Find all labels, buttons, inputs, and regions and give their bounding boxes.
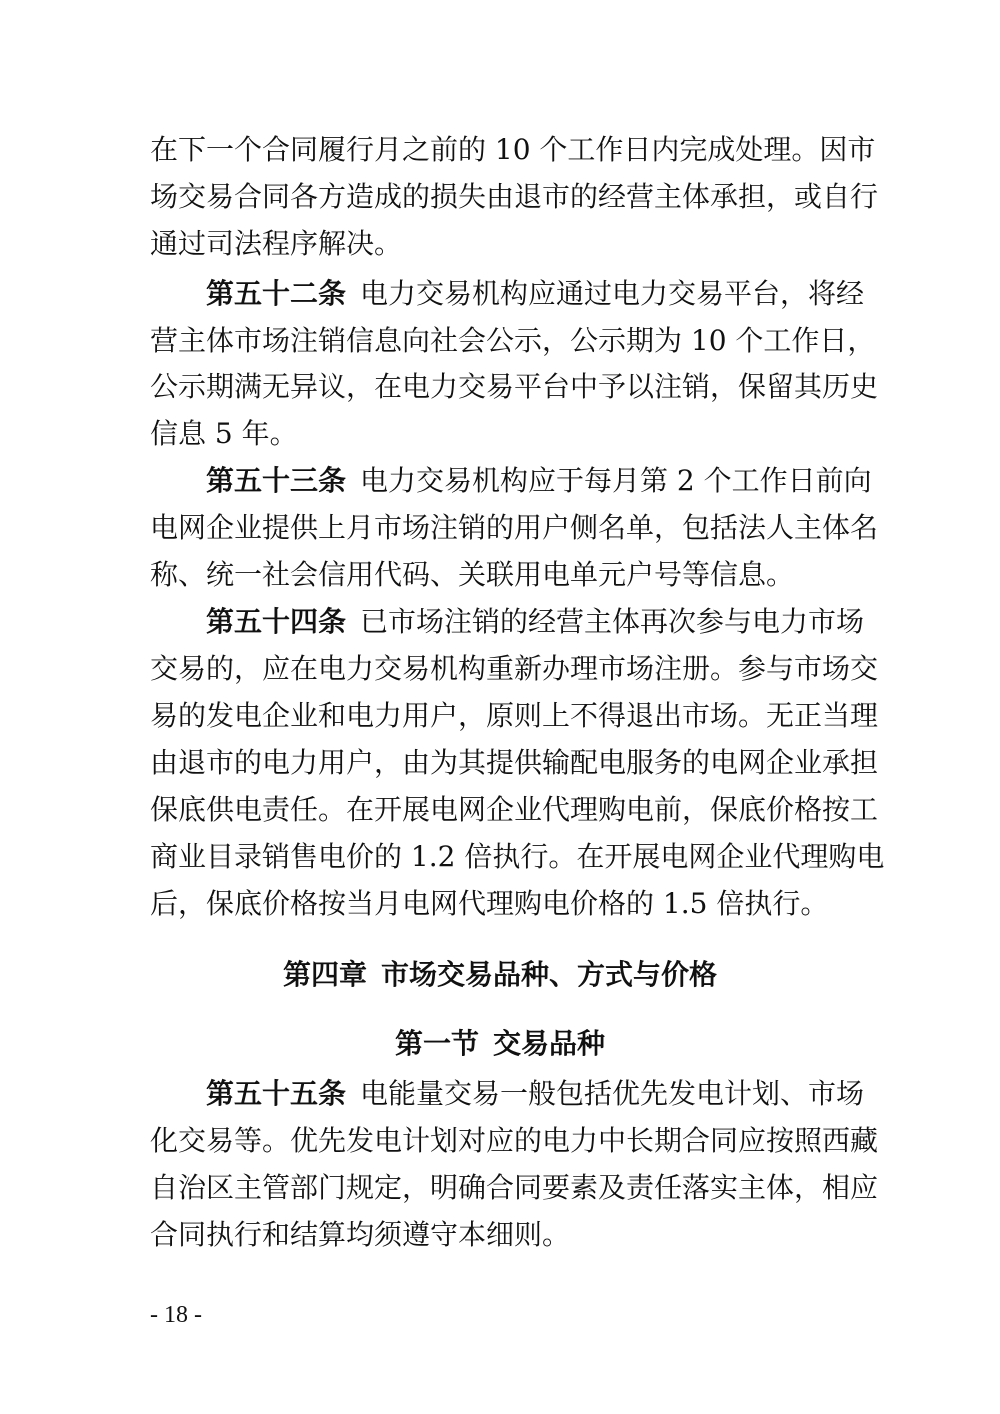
section-title: 交易品种 [493, 1027, 606, 1060]
article-first-line [206, 605, 865, 639]
article-number: 第五十二条 [206, 277, 347, 310]
article-text: 已市场注销的经营主体再次参与电力市场 [360, 605, 865, 638]
article-number: 第五十五条 [206, 1077, 347, 1110]
article-first-line [206, 277, 865, 311]
body-line: 通过司法程序解决。 [150, 227, 403, 260]
body-line: 商业目录销售电价的 1.2 倍执行。在开展电网企业代理购电 [150, 840, 885, 873]
body-line: 由退市的电力用户，由为其提供输配电服务的电网企业承担 [150, 746, 879, 779]
body-line: 化交易等。优先发电计划对应的电力中长期合同应按照西藏 [150, 1124, 879, 1157]
body-line: 自治区主管部门规定，明确合同要素及责任落实主体，相应 [150, 1171, 879, 1204]
body-line: 电网企业提供上月市场注销的用户侧名单，包括法人主体名 [150, 511, 879, 544]
chapter-number: 第四章 [282, 958, 367, 991]
body-line: 交易的，应在电力交易机构重新办理市场注册。参与市场交 [150, 652, 879, 685]
article-number: 第五十四条 [206, 605, 347, 638]
body-line: 在下一个合同履行月之前的 10 个工作日内完成处理。因市 [150, 133, 876, 166]
body-line: 合同执行和结算均须遵守本细则。 [150, 1218, 571, 1251]
section-heading [0, 1027, 1000, 1061]
article-first-line [206, 1077, 865, 1111]
body-line: 易的发电企业和电力用户，原则上不得退出市场。无正当理 [150, 699, 879, 732]
body-line: 称、统一社会信用代码、关联用电单元户号等信息。 [150, 558, 795, 591]
chapter-heading [0, 958, 1000, 992]
body-line: 保底供电责任。在开展电网企业代理购电前，保底价格按工 [150, 793, 879, 826]
body-line: 营主体市场注销信息向社会公示，公示期为 10 个工作日， [150, 324, 876, 357]
article-text: 电能量交易一般包括优先发电计划、市场 [360, 1077, 865, 1110]
body-line: 公示期满无异议，在电力交易平台中予以注销，保留其历史 [150, 370, 879, 403]
article-number: 第五十三条 [206, 464, 347, 497]
body-line: 场交易合同各方造成的损失由退市的经营主体承担，或自行 [150, 180, 879, 213]
chapter-title: 市场交易品种、方式与价格 [381, 958, 718, 991]
article-text: 电力交易机构应于每月第 2 个工作日前向 [360, 464, 872, 497]
article-first-line [206, 464, 872, 498]
article-text: 电力交易机构应通过电力交易平台，将经 [360, 277, 865, 310]
page-number: - 18 - [150, 1302, 202, 1328]
body-line: 信息 5 年。 [150, 417, 298, 450]
section-number: 第一节 [394, 1027, 479, 1060]
body-line: 后，保底价格按当月电网代理购电价格的 1.5 倍执行。 [150, 887, 829, 920]
